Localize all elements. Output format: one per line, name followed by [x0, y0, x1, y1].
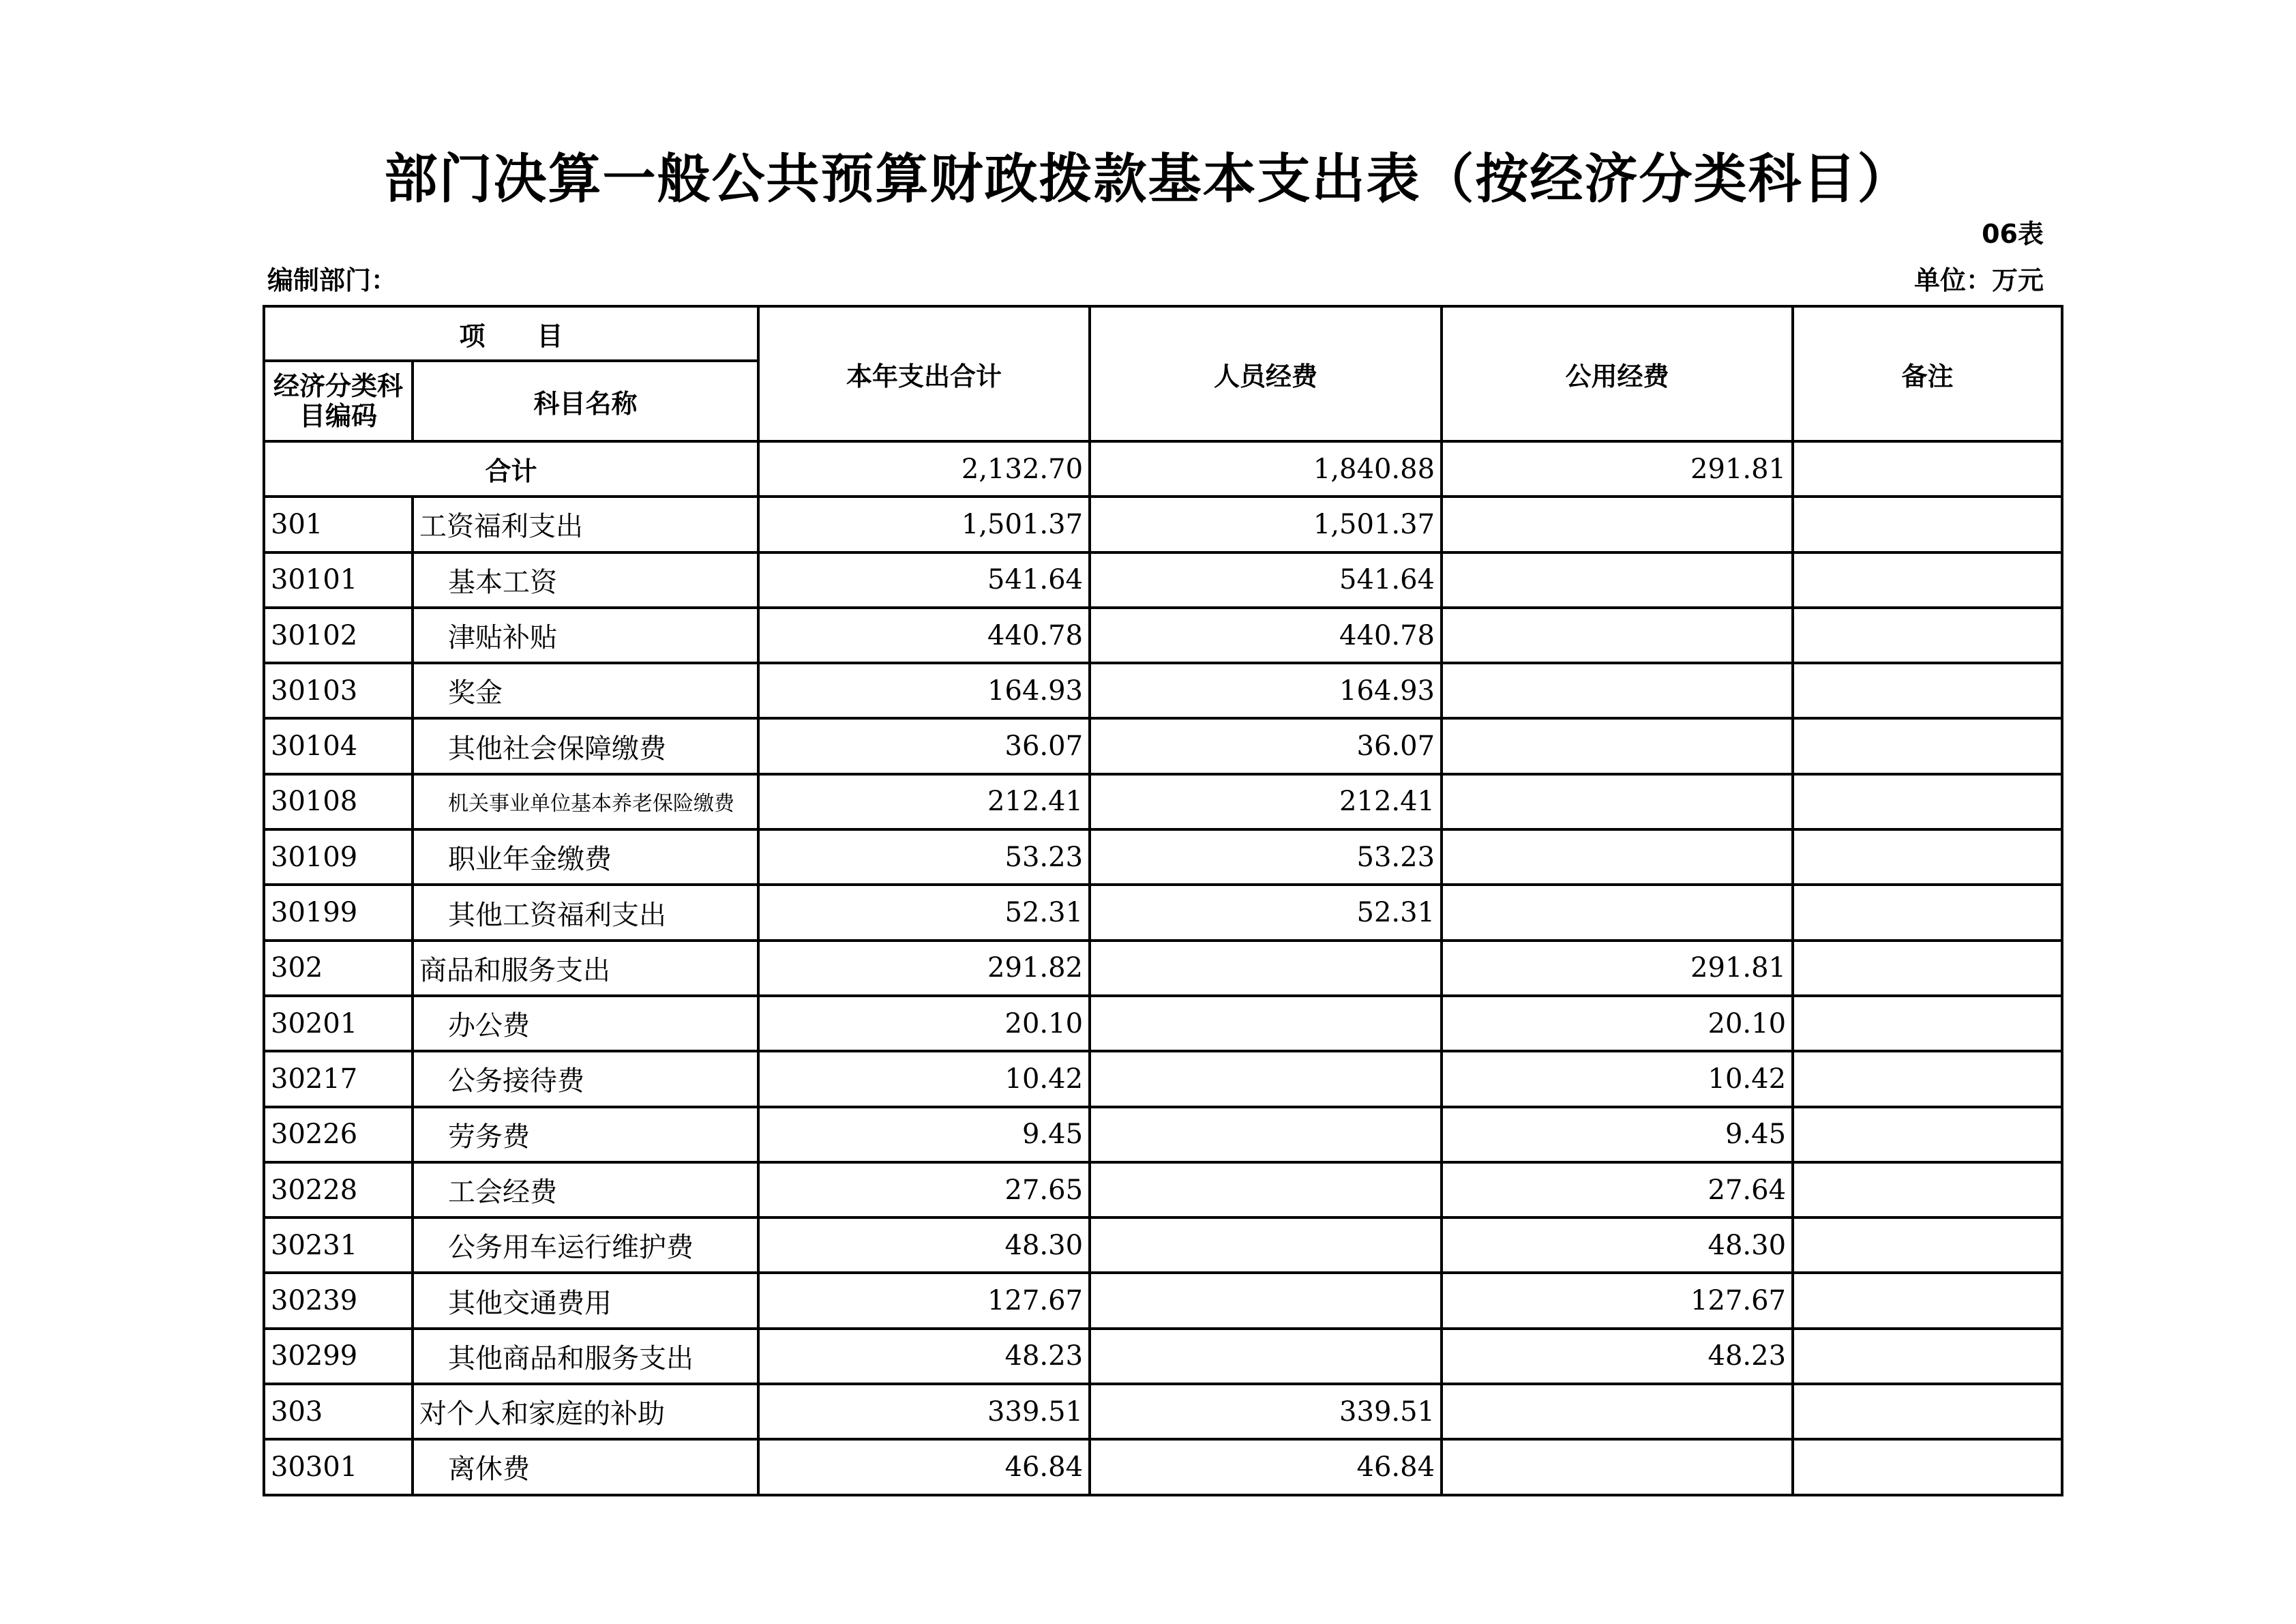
row-public: [1442, 829, 1793, 885]
row-code: 30199: [264, 885, 413, 940]
table-row: [264, 552, 2062, 608]
row-personnel: [1090, 1329, 1442, 1384]
table-row: [264, 1439, 2062, 1494]
row-total: 291.82: [758, 941, 1090, 996]
row-name: 机关事业单位基本养老保险缴费: [413, 774, 758, 829]
row-public: 127.67: [1442, 1273, 1793, 1328]
row-code: 30104: [264, 718, 413, 773]
row-personnel: [1090, 1107, 1442, 1162]
row-public: [1442, 1384, 1793, 1439]
row-personnel: [1090, 1162, 1442, 1217]
row-public: [1442, 608, 1793, 663]
row-code: 30299: [264, 1329, 413, 1384]
row-name: 奖金: [413, 663, 758, 718]
row-note: [1793, 1107, 2062, 1162]
row-name: 办公费: [413, 996, 758, 1051]
department-label: 编制部门：: [267, 265, 398, 295]
row-total: 53.23: [758, 829, 1090, 885]
row-personnel: 1,501.37: [1090, 497, 1442, 552]
row-code: 303: [264, 1384, 413, 1439]
row-code: 30109: [264, 829, 413, 885]
row-name: 其他工资福利支出: [413, 885, 758, 940]
row-code: 30102: [264, 608, 413, 663]
row-total: 440.78: [758, 608, 1090, 663]
table-row: [264, 718, 2062, 773]
table-row: [264, 885, 2062, 940]
row-code: 30226: [264, 1107, 413, 1162]
row-total: 36.07: [758, 718, 1090, 773]
row-personnel: 46.84: [1090, 1439, 1442, 1494]
row-personnel: 36.07: [1090, 718, 1442, 773]
unit-label: 单位：万元: [1913, 265, 2044, 295]
row-total: 48.30: [758, 1217, 1090, 1273]
row-code: 30228: [264, 1162, 413, 1217]
row-note: [1793, 1329, 2062, 1384]
table-row: [264, 608, 2062, 663]
row-personnel: [1090, 1273, 1442, 1328]
row-note: [1793, 663, 2062, 718]
row-code: 30103: [264, 663, 413, 718]
row-note: [1793, 1273, 2062, 1328]
row-note: [1793, 1217, 2062, 1273]
table-row: [264, 1329, 2062, 1384]
row-name: 公务接待费: [413, 1051, 758, 1106]
row-code: 30101: [264, 552, 413, 608]
row-note: [1793, 718, 2062, 773]
header-public: 公用经费: [1442, 306, 1793, 441]
row-personnel: 212.41: [1090, 774, 1442, 829]
table-number: 06表: [1982, 219, 2044, 249]
row-note: [1793, 552, 2062, 608]
total-personnel: 1,840.88: [1090, 441, 1442, 497]
row-total: 212.41: [758, 774, 1090, 829]
row-note: [1793, 941, 2062, 996]
total-amount: 2,132.70: [758, 441, 1090, 497]
row-name: 公务用车运行维护费: [413, 1217, 758, 1273]
row-note: [1793, 996, 2062, 1051]
row-personnel: 440.78: [1090, 608, 1442, 663]
row-total: 164.93: [758, 663, 1090, 718]
table-row: [264, 996, 2062, 1051]
row-total: 339.51: [758, 1384, 1090, 1439]
row-public: [1442, 1439, 1793, 1494]
row-note: [1793, 1162, 2062, 1217]
row-name: 劳务费: [413, 1107, 758, 1162]
row-public: [1442, 774, 1793, 829]
row-name: 职业年金缴费: [413, 829, 758, 885]
row-name: 对个人和家庭的补助: [413, 1384, 758, 1439]
row-public: 9.45: [1442, 1107, 1793, 1162]
row-public: [1442, 885, 1793, 940]
row-personnel: 541.64: [1090, 552, 1442, 608]
row-name: 离休费: [413, 1439, 758, 1494]
table-row: [264, 663, 2062, 718]
row-name: 工会经费: [413, 1162, 758, 1217]
row-public: 48.23: [1442, 1329, 1793, 1384]
row-name: 其他交通费用: [413, 1273, 758, 1328]
row-total: 10.42: [758, 1051, 1090, 1106]
row-public: [1442, 663, 1793, 718]
row-public: 10.42: [1442, 1051, 1793, 1106]
header-item: 项 目: [264, 306, 758, 361]
row-name: 其他社会保障缴费: [413, 718, 758, 773]
row-public: 20.10: [1442, 996, 1793, 1051]
row-total: 27.65: [758, 1162, 1090, 1217]
table-row: [264, 1107, 2062, 1162]
total-note: [1793, 441, 2062, 497]
row-note: [1793, 829, 2062, 885]
header-code: 经济分类科目编码: [264, 361, 413, 441]
header-name: 科目名称: [413, 361, 758, 441]
table-row: [264, 1273, 2062, 1328]
row-public: [1442, 497, 1793, 552]
row-public: 48.30: [1442, 1217, 1793, 1273]
row-personnel: 339.51: [1090, 1384, 1442, 1439]
total-label: 合计: [264, 441, 758, 497]
row-note: [1793, 608, 2062, 663]
row-personnel: [1090, 941, 1442, 996]
row-note: [1793, 885, 2062, 940]
row-name: 商品和服务支出: [413, 941, 758, 996]
row-personnel: 164.93: [1090, 663, 1442, 718]
row-total: 52.31: [758, 885, 1090, 940]
row-total: 46.84: [758, 1439, 1090, 1494]
row-note: [1793, 1384, 2062, 1439]
table-row: [264, 1051, 2062, 1106]
row-code: 30239: [264, 1273, 413, 1328]
row-code: 30301: [264, 1439, 413, 1494]
row-code: 302: [264, 941, 413, 996]
total-public: 291.81: [1442, 441, 1793, 497]
row-name: 基本工资: [413, 552, 758, 608]
table-row: [264, 1384, 2062, 1439]
total-row: [264, 441, 2062, 497]
row-public: 27.64: [1442, 1162, 1793, 1217]
row-public: 291.81: [1442, 941, 1793, 996]
row-public: [1442, 718, 1793, 773]
row-name: 其他商品和服务支出: [413, 1329, 758, 1384]
row-code: 30231: [264, 1217, 413, 1273]
row-personnel: [1090, 1217, 1442, 1273]
row-total: 9.45: [758, 1107, 1090, 1162]
row-public: [1442, 552, 1793, 608]
row-code: 30201: [264, 996, 413, 1051]
row-personnel: 53.23: [1090, 829, 1442, 885]
header-total: 本年支出合计: [758, 306, 1090, 441]
page-title: 部门决算一般公共预算财政拨款基本支出表（按经济分类科目）: [384, 149, 1912, 210]
table-row: [264, 829, 2062, 885]
row-note: [1793, 1051, 2062, 1106]
row-total: 127.67: [758, 1273, 1090, 1328]
row-note: [1793, 497, 2062, 552]
table-row: [264, 1217, 2062, 1273]
row-code: 30217: [264, 1051, 413, 1106]
row-total: 20.10: [758, 996, 1090, 1051]
table-row: [264, 774, 2062, 829]
row-total: 1,501.37: [758, 497, 1090, 552]
table-row: [264, 941, 2062, 996]
row-code: 301: [264, 497, 413, 552]
row-code: 30108: [264, 774, 413, 829]
row-personnel: 52.31: [1090, 885, 1442, 940]
table-row: [264, 497, 2062, 552]
row-personnel: [1090, 1051, 1442, 1106]
row-note: [1793, 1439, 2062, 1494]
row-total: 48.23: [758, 1329, 1090, 1384]
row-total: 541.64: [758, 552, 1090, 608]
table-row: [264, 1162, 2062, 1217]
expenditure-table: [263, 305, 2063, 1496]
row-personnel: [1090, 996, 1442, 1051]
header-note: 备注: [1793, 306, 2062, 441]
row-note: [1793, 774, 2062, 829]
row-name: 津贴补贴: [413, 608, 758, 663]
header-personnel: 人员经费: [1090, 306, 1442, 441]
row-name: 工资福利支出: [413, 497, 758, 552]
